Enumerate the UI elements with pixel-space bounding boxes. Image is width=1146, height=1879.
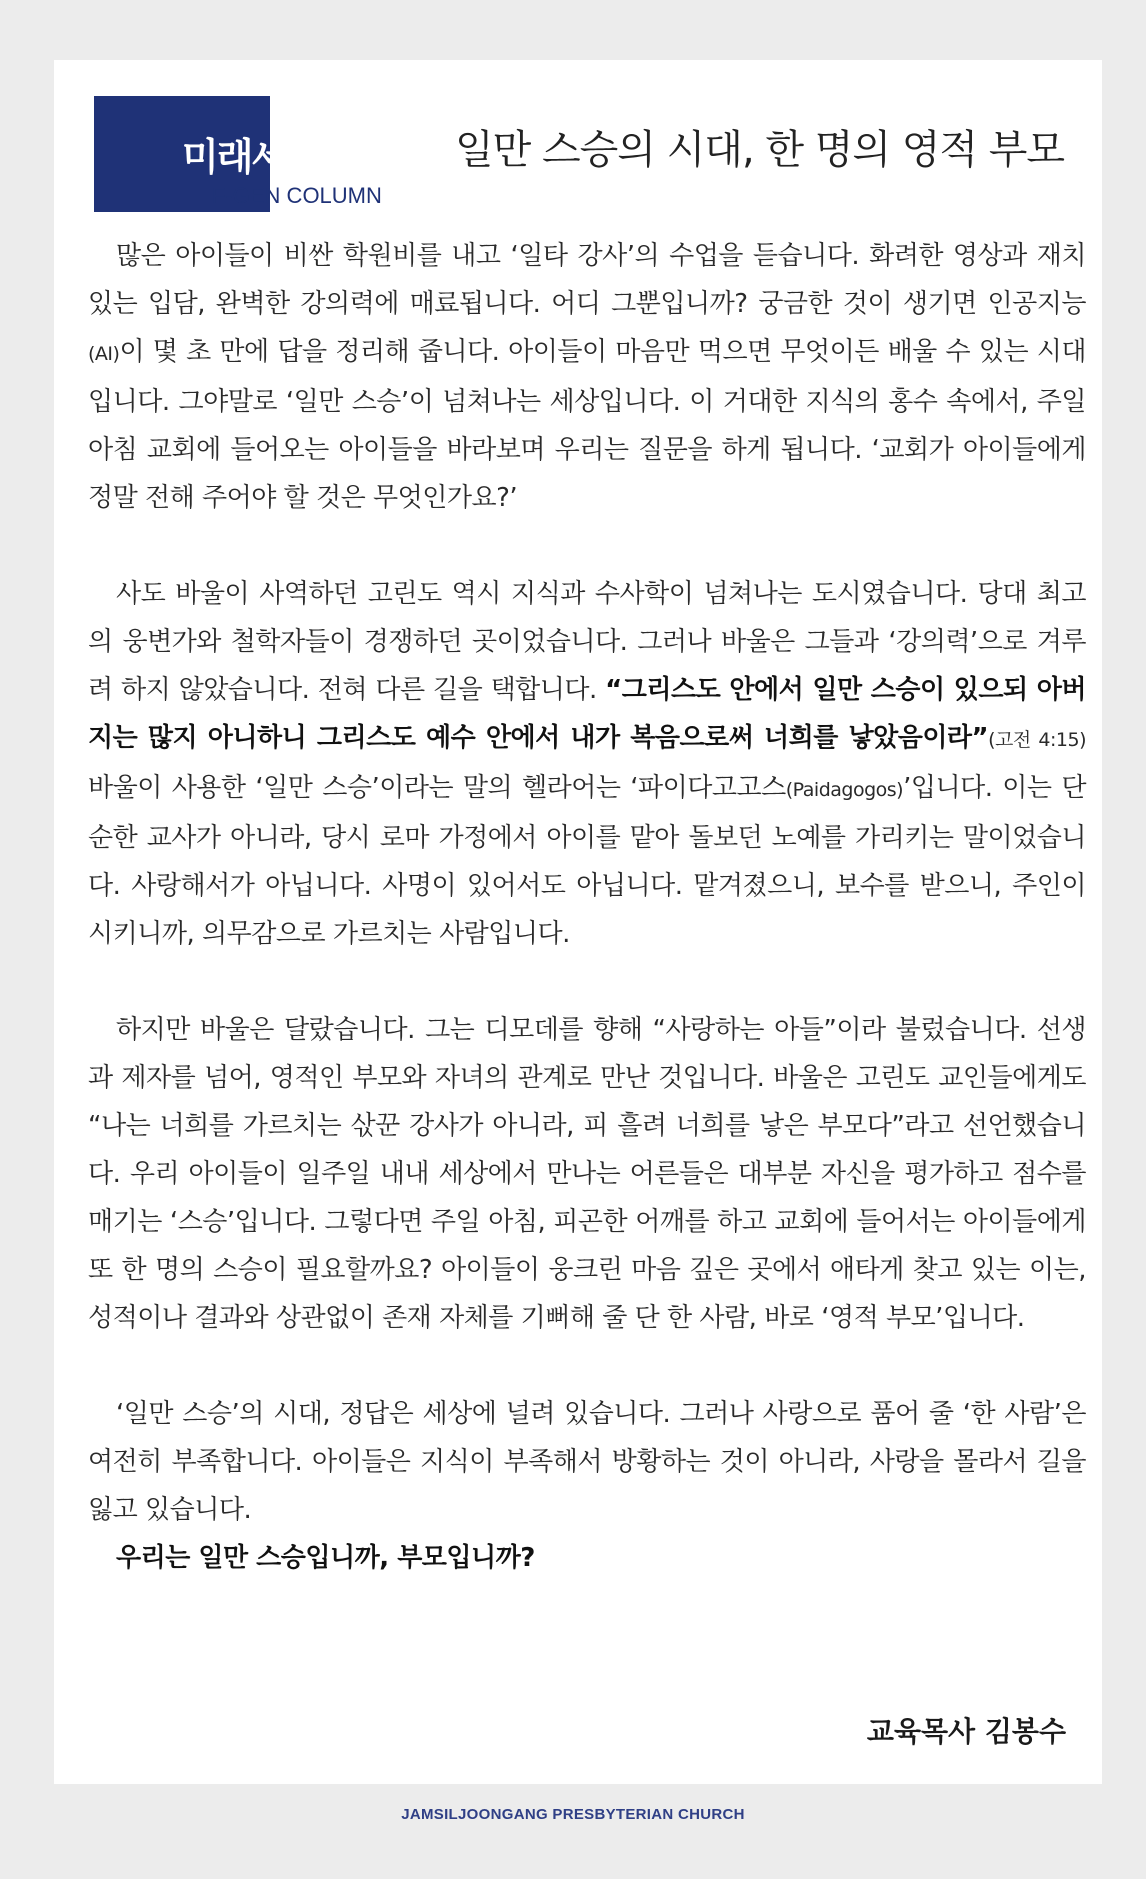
paragraph-3: 하지만 바울은 달랐습니다. 그는 디모데를 향해 “사랑하는 아들”이라 불렀습니다. 선생과 제자를 넘어, 영적인 부모와 자녀의 관계로 만난 것입니다. 바울은 고린도 교인들에게도 “나는 너희를 가르치는 삯꾼 강사가 아니라, 피 흘려 너희를 낳은 부모다”라고 선언했습니다. 우리 아이들이 일주일 내내 세상에서 만나는 어른들은 대부분 자신을 평가하고 점수를 매기는 ‘스승’입니다. 그렇다면 주일 아침, 피곤한 어깨를 하고 교회에 들어서는 아이들에게 또 한 명의 스승이 필요할까요? 아이들이 웅크린 마음 깊은 곳에서 애타게 찾고 있는 이는, 성적이나 결과와 상관없이 존재 자체를 기뻐해 줄 단 한 사람, 바로 ‘영적 부모’입니다. xyxy=(88,1015,1086,1333)
paragraph-2-end: ’입니다. 이는 단순한 교사가 아니라, 당시 로마 가정에서 아이를 맡아 돌보던 노예를 가리키는 말이었습니다. 사랑해서가 아닙니다. 사명이 있어서도 아닙니다. 맡겨졌으니, 보수를 받으니, 주인이 시키니까, 의무감으로 가르치는 사람입니다. xyxy=(88,773,1086,949)
paragraph-2-text: 사도 바울이 사역하던 고린도 역시 지식과 수사학이 넘쳐나는 도시였습니다. 당대 최고의 웅변가와 철학자들이 경쟁하던 곳이었습니다. 그러나 바울은 그들과 ‘강의력’으로 겨루려 하지 않았습니다. 전혀 다른 길을 택합니다. xyxy=(88,579,1086,705)
closing-question: 우리는 일만 스승입니까, 부모입니까? xyxy=(116,1543,535,1573)
scripture-quote: “그리스도 안에서 일만 스승이 있으되 아버지는 많지 아니하니 그리스도 예수 안에서 내가 복음으로써 너희를 낳았음이라” xyxy=(88,675,1086,753)
logo-title-text: 미래세대칼럼 xyxy=(182,135,391,179)
logo-title xyxy=(182,126,390,181)
greek-word: (Paidagogos) xyxy=(785,779,904,801)
article-body xyxy=(88,232,1086,1582)
column-page xyxy=(54,60,1102,1784)
paragraph-4: ‘일만 스승’의 시대, 정답은 세상에 널려 있습니다. 그러나 사랑으로 품어 줄 ‘한 사람’은 여전히 부족합니다. 아이들은 지식이 부족해서 방황하는 것이 아니라, 사랑을 몰라서 길을 잃고 있습니다. xyxy=(88,1399,1086,1525)
ai-abbrev: (AI) xyxy=(88,343,120,365)
page-title: 일만 스승의 시대, 한 명의 영적 부모 xyxy=(455,127,1064,173)
author-signature: 교육목사 김봉수 xyxy=(866,1715,1066,1748)
logo-subtitle: F-GEN COLUMN xyxy=(212,183,382,208)
scripture-reference: (고전 4:15) xyxy=(988,729,1086,751)
paragraph-1 xyxy=(88,232,1086,522)
paragraph-2-middle: 바울이 사용한 ‘일만 스승’이라는 말의 헬라어는 ‘파이다고고스 xyxy=(88,773,786,803)
paragraph-2 xyxy=(88,570,1086,958)
paragraph-1-rest: 이 몇 초 만에 답을 정리해 줍니다. 아이들이 마음만 먹으면 무엇이든 배울 수 있는 시대입니다. 그야말로 ‘일만 스승’이 넘쳐나는 세상입니다. 이 거대한 지식의 홍수 속에서, 주일 아침 교회에 들어오는 아이들을 바라보며 우리는 질문을 하게 됩니다. ‘교회가 아이들에게 정말 전해 주어야 할 것은 무엇인가요?’ xyxy=(88,337,1086,513)
church-footer: JAMSILJOONGANG PRESBYTERIAN CHURCH xyxy=(401,1806,745,1823)
paragraph-1-text: 많은 아이들이 비싼 학원비를 내고 ‘일타 강사’의 수업을 듣습니다. 화려한 영상과 재치 있는 입담, 완벽한 강의력에 매료됩니다. 어디 그뿐입니까? 궁금한 것이 생기면 인공지능 xyxy=(88,241,1086,319)
